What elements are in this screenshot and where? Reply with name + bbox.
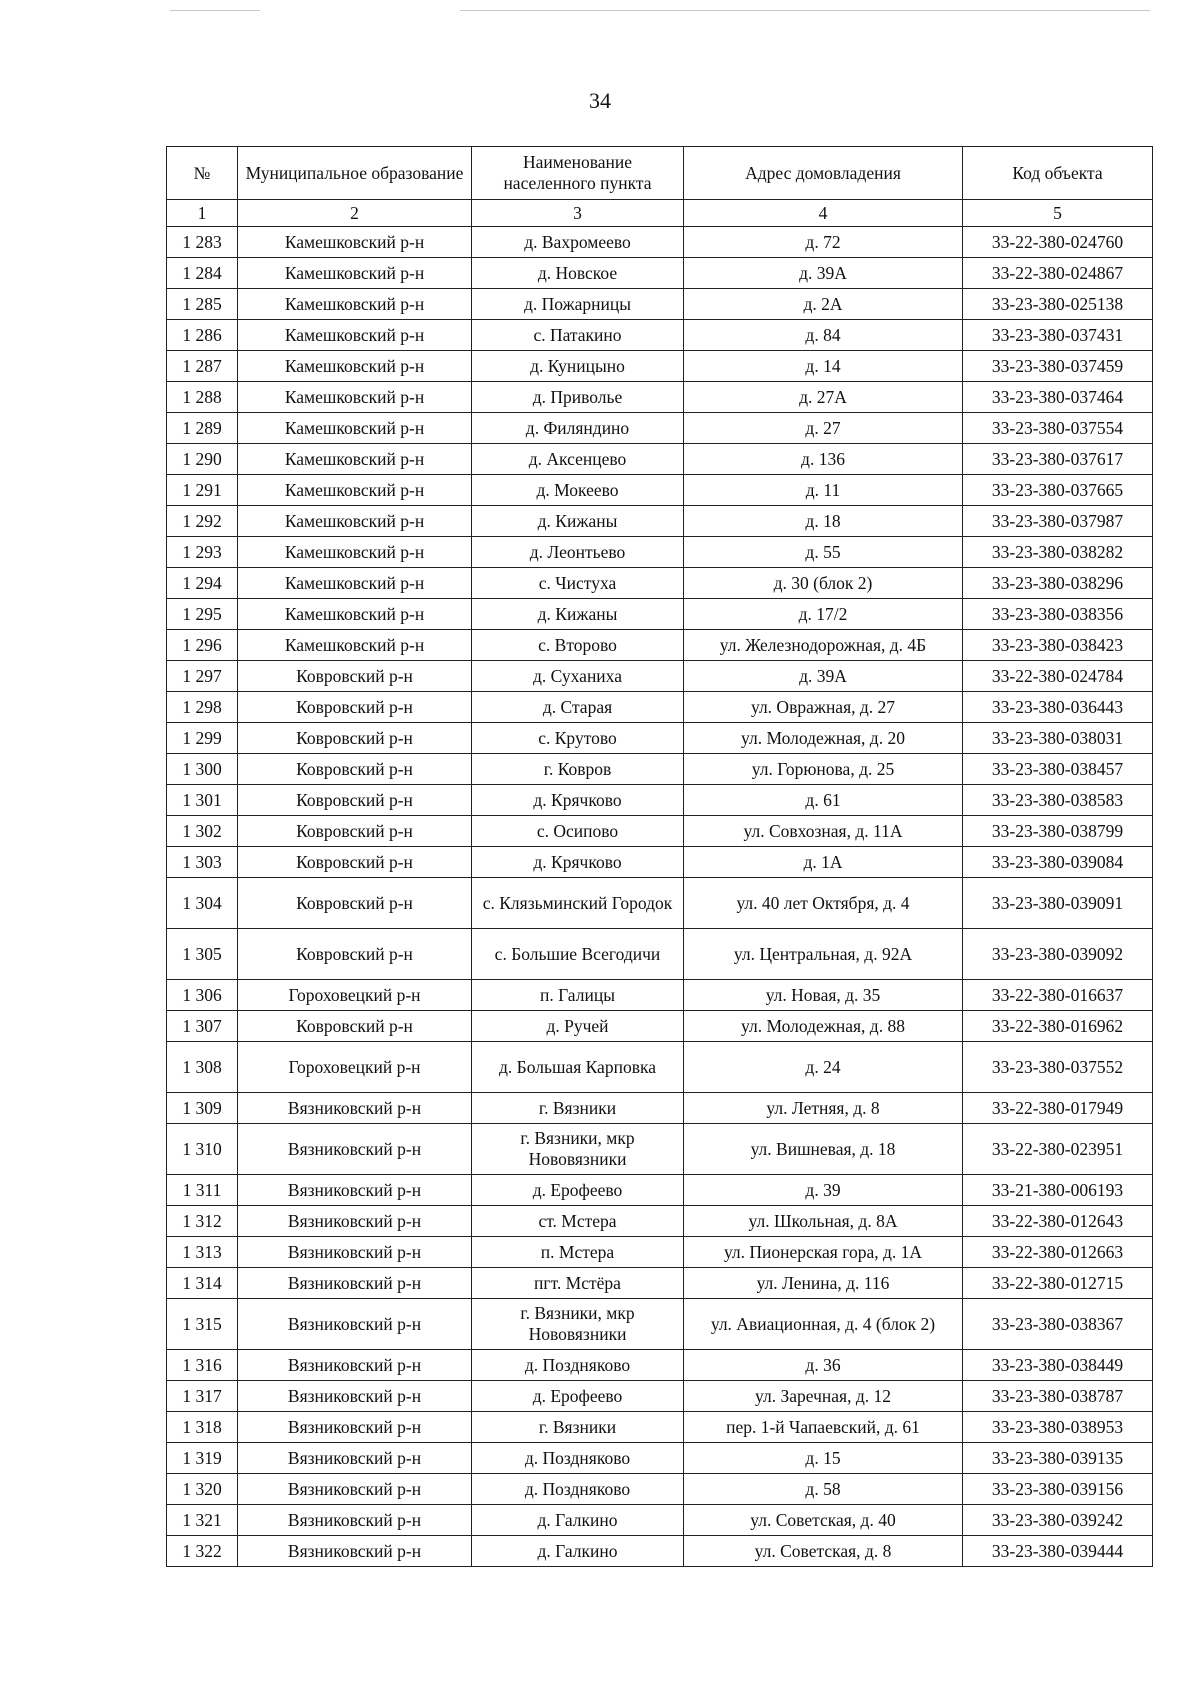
cell-number: 1 292: [167, 506, 238, 537]
cell-municipality: Камешковский р-н: [238, 537, 472, 568]
cell-number: 1 313: [167, 1237, 238, 1268]
cell-municipality: Вязниковский р-н: [238, 1124, 472, 1175]
page-number: 34: [589, 88, 611, 113]
cell-number: 1 297: [167, 661, 238, 692]
cell-object-code: 33-23-380-039091: [963, 878, 1153, 929]
table-row: [167, 847, 1153, 878]
cell-address: д. 58: [684, 1474, 963, 1505]
cell-number: 1 309: [167, 1093, 238, 1124]
cell-municipality: Ковровский р-н: [238, 847, 472, 878]
cell-object-code: 33-23-380-038799: [963, 816, 1153, 847]
cell-municipality: Камешковский р-н: [238, 258, 472, 289]
cell-number: 1 306: [167, 980, 238, 1011]
cell-object-code: 33-23-380-039084: [963, 847, 1153, 878]
cell-number: 1 301: [167, 785, 238, 816]
cell-settlement: д. Леонтьево: [472, 537, 684, 568]
cell-settlement: д. Ерофеево: [472, 1381, 684, 1412]
cell-settlement: с. Клязьминский Городок: [472, 878, 684, 929]
cell-settlement: с. Чистуха: [472, 568, 684, 599]
cell-address: ул. 40 лет Октября, д. 4: [684, 878, 963, 929]
table-row: [167, 289, 1153, 320]
cell-object-code: 33-23-380-037665: [963, 475, 1153, 506]
header-row: [167, 147, 1153, 200]
cell-settlement: д. Галкино: [472, 1536, 684, 1567]
table-row: [167, 599, 1153, 630]
cell-number: 1 283: [167, 227, 238, 258]
cell-municipality: Вязниковский р-н: [238, 1381, 472, 1412]
table-row: [167, 1206, 1153, 1237]
column-number: 5: [963, 200, 1153, 227]
cell-settlement: д. Старая: [472, 692, 684, 723]
table-row: [167, 1350, 1153, 1381]
cell-address: ул. Школьная, д. 8А: [684, 1206, 963, 1237]
cell-municipality: Ковровский р-н: [238, 661, 472, 692]
cell-settlement: г. Ковров: [472, 754, 684, 785]
cell-number: 1 322: [167, 1536, 238, 1567]
cell-address: ул. Железнодорожная, д. 4Б: [684, 630, 963, 661]
table-row: [167, 444, 1153, 475]
cell-municipality: Ковровский р-н: [238, 723, 472, 754]
cell-address: д. 24: [684, 1042, 963, 1093]
registry-table: [166, 146, 1153, 1567]
cell-municipality: Вязниковский р-н: [238, 1268, 472, 1299]
table-row: [167, 227, 1153, 258]
cell-object-code: 33-23-380-038367: [963, 1299, 1153, 1350]
cell-address: пер. 1-й Чапаевский, д. 61: [684, 1412, 963, 1443]
cell-settlement: д. Галкино: [472, 1505, 684, 1536]
cell-municipality: Вязниковский р-н: [238, 1237, 472, 1268]
cell-address: ул. Молодежная, д. 88: [684, 1011, 963, 1042]
cell-object-code: 33-23-380-039156: [963, 1474, 1153, 1505]
table-row: [167, 929, 1153, 980]
cell-object-code: 33-23-380-038583: [963, 785, 1153, 816]
cell-object-code: 33-23-380-039242: [963, 1505, 1153, 1536]
cell-number: 1 314: [167, 1268, 238, 1299]
table-row: [167, 537, 1153, 568]
cell-address: ул. Горюнова, д. 25: [684, 754, 963, 785]
table-row: [167, 413, 1153, 444]
cell-settlement: д. Новское: [472, 258, 684, 289]
header-object-code: Код объекта: [963, 147, 1153, 200]
table-row: [167, 723, 1153, 754]
cell-settlement: п. Галицы: [472, 980, 684, 1011]
header-settlement: Наименование населенного пункта: [472, 147, 684, 200]
cell-municipality: Камешковский р-н: [238, 289, 472, 320]
cell-object-code: 33-22-380-024760: [963, 227, 1153, 258]
column-number: 2: [238, 200, 472, 227]
cell-number: 1 308: [167, 1042, 238, 1093]
table-row: [167, 785, 1153, 816]
cell-municipality: Камешковский р-н: [238, 568, 472, 599]
cell-settlement: д. Приволье: [472, 382, 684, 413]
table-row: [167, 630, 1153, 661]
cell-number: 1 303: [167, 847, 238, 878]
cell-number: 1 320: [167, 1474, 238, 1505]
table-row: [167, 1299, 1153, 1350]
cell-settlement: д. Поздняково: [472, 1474, 684, 1505]
cell-settlement: пгт. Мстёра: [472, 1268, 684, 1299]
cell-number: 1 299: [167, 723, 238, 754]
cell-object-code: 33-23-380-038787: [963, 1381, 1153, 1412]
cell-settlement: д. Крячково: [472, 785, 684, 816]
cell-settlement: с. Осипово: [472, 816, 684, 847]
cell-object-code: 33-22-380-012663: [963, 1237, 1153, 1268]
cell-object-code: 33-23-380-038031: [963, 723, 1153, 754]
cell-settlement: с. Большие Всегодичи: [472, 929, 684, 980]
table-row: [167, 692, 1153, 723]
cell-object-code: 33-23-380-037464: [963, 382, 1153, 413]
cell-settlement: с. Крутово: [472, 723, 684, 754]
cell-municipality: Вязниковский р-н: [238, 1474, 472, 1505]
cell-address: ул. Летняя, д. 8: [684, 1093, 963, 1124]
cell-number: 1 293: [167, 537, 238, 568]
cell-settlement: ст. Мстера: [472, 1206, 684, 1237]
cell-municipality: Вязниковский р-н: [238, 1093, 472, 1124]
column-number: 4: [684, 200, 963, 227]
cell-municipality: Ковровский р-н: [238, 816, 472, 847]
cell-object-code: 33-23-380-038423: [963, 630, 1153, 661]
cell-settlement: д. Ручей: [472, 1011, 684, 1042]
cell-address: д. 84: [684, 320, 963, 351]
cell-municipality: Вязниковский р-н: [238, 1443, 472, 1474]
cell-number: 1 316: [167, 1350, 238, 1381]
cell-object-code: 33-23-380-037459: [963, 351, 1153, 382]
cell-number: 1 319: [167, 1443, 238, 1474]
cell-object-code: 33-23-380-037552: [963, 1042, 1153, 1093]
cell-object-code: 33-23-380-038296: [963, 568, 1153, 599]
cell-object-code: 33-22-380-017949: [963, 1093, 1153, 1124]
cell-municipality: Вязниковский р-н: [238, 1299, 472, 1350]
cell-address: д. 14: [684, 351, 963, 382]
cell-address: д. 136: [684, 444, 963, 475]
cell-settlement: д. Кижаны: [472, 599, 684, 630]
table-row: [167, 1124, 1153, 1175]
cell-number: 1 304: [167, 878, 238, 929]
cell-number: 1 300: [167, 754, 238, 785]
cell-municipality: Ковровский р-н: [238, 1011, 472, 1042]
cell-settlement: п. Мстера: [472, 1237, 684, 1268]
cell-object-code: 33-23-380-039444: [963, 1536, 1153, 1567]
cell-address: ул. Молодежная, д. 20: [684, 723, 963, 754]
cell-object-code: 33-22-380-016962: [963, 1011, 1153, 1042]
cell-municipality: Вязниковский р-н: [238, 1505, 472, 1536]
cell-object-code: 33-22-380-024867: [963, 258, 1153, 289]
header-number: №: [167, 147, 238, 200]
column-number-row: [167, 200, 1153, 227]
cell-number: 1 311: [167, 1175, 238, 1206]
cell-municipality: Гороховецкий р-н: [238, 1042, 472, 1093]
cell-municipality: Ковровский р-н: [238, 929, 472, 980]
cell-address: д. 2А: [684, 289, 963, 320]
cell-municipality: Ковровский р-н: [238, 692, 472, 723]
cell-number: 1 302: [167, 816, 238, 847]
cell-municipality: Ковровский р-н: [238, 878, 472, 929]
cell-object-code: 33-23-380-037987: [963, 506, 1153, 537]
column-number: 3: [472, 200, 684, 227]
cell-settlement: с. Второво: [472, 630, 684, 661]
cell-settlement: с. Патакино: [472, 320, 684, 351]
cell-address: д. 18: [684, 506, 963, 537]
cell-municipality: Камешковский р-н: [238, 506, 472, 537]
cell-number: 1 310: [167, 1124, 238, 1175]
table-row: [167, 258, 1153, 289]
cell-address: д. 30 (блок 2): [684, 568, 963, 599]
cell-settlement: д. Вахромеево: [472, 227, 684, 258]
table-row: [167, 1175, 1153, 1206]
cell-address: ул. Советская, д. 8: [684, 1536, 963, 1567]
cell-number: 1 289: [167, 413, 238, 444]
cell-municipality: Камешковский р-н: [238, 320, 472, 351]
cell-municipality: Вязниковский р-н: [238, 1536, 472, 1567]
table-row: [167, 506, 1153, 537]
cell-municipality: Камешковский р-н: [238, 630, 472, 661]
cell-municipality: Камешковский р-н: [238, 475, 472, 506]
cell-number: 1 286: [167, 320, 238, 351]
cell-municipality: Камешковский р-н: [238, 227, 472, 258]
top-rule-right: [460, 10, 1150, 11]
cell-municipality: Камешковский р-н: [238, 413, 472, 444]
cell-address: ул. Совхозная, д. 11А: [684, 816, 963, 847]
cell-address: ул. Советская, д. 40: [684, 1505, 963, 1536]
top-rule-left: [170, 10, 260, 11]
table-body: [167, 227, 1153, 1567]
cell-number: 1 287: [167, 351, 238, 382]
cell-settlement: д. Поздняково: [472, 1443, 684, 1474]
header-address: Адрес домовладения: [684, 147, 963, 200]
cell-number: 1 305: [167, 929, 238, 980]
cell-number: 1 296: [167, 630, 238, 661]
cell-object-code: 33-23-380-037554: [963, 413, 1153, 444]
table-row: [167, 1268, 1153, 1299]
cell-address: д. 36: [684, 1350, 963, 1381]
cell-object-code: 33-23-380-038457: [963, 754, 1153, 785]
cell-municipality: Вязниковский р-н: [238, 1412, 472, 1443]
cell-settlement: д. Суханиха: [472, 661, 684, 692]
cell-object-code: 33-23-380-039092: [963, 929, 1153, 980]
cell-object-code: 33-23-380-039135: [963, 1443, 1153, 1474]
table-row: [167, 320, 1153, 351]
cell-object-code: 33-23-380-037431: [963, 320, 1153, 351]
cell-address: д. 27А: [684, 382, 963, 413]
table-row: [167, 1042, 1153, 1093]
cell-object-code: 33-23-380-036443: [963, 692, 1153, 723]
table-row: [167, 1474, 1153, 1505]
cell-settlement: д. Аксенцево: [472, 444, 684, 475]
cell-number: 1 290: [167, 444, 238, 475]
cell-municipality: Гороховецкий р-н: [238, 980, 472, 1011]
cell-object-code: 33-22-380-012715: [963, 1268, 1153, 1299]
table-row: [167, 382, 1153, 413]
cell-address: д. 39А: [684, 258, 963, 289]
cell-address: ул. Заречная, д. 12: [684, 1381, 963, 1412]
cell-number: 1 317: [167, 1381, 238, 1412]
cell-settlement: д. Мокеево: [472, 475, 684, 506]
table-row: [167, 475, 1153, 506]
table-row: [167, 1443, 1153, 1474]
cell-object-code: 33-22-380-016637: [963, 980, 1153, 1011]
cell-address: ул. Новая, д. 35: [684, 980, 963, 1011]
cell-address: д. 27: [684, 413, 963, 444]
cell-municipality: Вязниковский р-н: [238, 1206, 472, 1237]
cell-municipality: Ковровский р-н: [238, 754, 472, 785]
cell-settlement: д. Ерофеево: [472, 1175, 684, 1206]
cell-address: д. 39: [684, 1175, 963, 1206]
cell-settlement: г. Вязники, мкр Нововязники: [472, 1299, 684, 1350]
cell-municipality: Камешковский р-н: [238, 382, 472, 413]
table-row: [167, 568, 1153, 599]
cell-object-code: 33-23-380-038282: [963, 537, 1153, 568]
cell-number: 1 315: [167, 1299, 238, 1350]
cell-municipality: Вязниковский р-н: [238, 1175, 472, 1206]
cell-address: д. 17/2: [684, 599, 963, 630]
cell-address: д. 39А: [684, 661, 963, 692]
cell-number: 1 312: [167, 1206, 238, 1237]
table-row: [167, 1536, 1153, 1567]
cell-object-code: 33-23-380-038953: [963, 1412, 1153, 1443]
table-row: [167, 1011, 1153, 1042]
cell-object-code: 33-23-380-038449: [963, 1350, 1153, 1381]
cell-address: д. 55: [684, 537, 963, 568]
cell-address: д. 61: [684, 785, 963, 816]
cell-settlement: д. Пожарницы: [472, 289, 684, 320]
cell-settlement: д. Крячково: [472, 847, 684, 878]
cell-object-code: 33-23-380-037617: [963, 444, 1153, 475]
cell-settlement: д. Кижаны: [472, 506, 684, 537]
cell-number: 1 288: [167, 382, 238, 413]
table-row: [167, 1093, 1153, 1124]
cell-object-code: 33-23-380-025138: [963, 289, 1153, 320]
cell-address: ул. Пионерская гора, д. 1А: [684, 1237, 963, 1268]
column-number: 1: [167, 200, 238, 227]
cell-address: д. 1А: [684, 847, 963, 878]
table-row: [167, 661, 1153, 692]
table-row: [167, 1412, 1153, 1443]
cell-municipality: Камешковский р-н: [238, 351, 472, 382]
cell-number: 1 294: [167, 568, 238, 599]
cell-number: 1 285: [167, 289, 238, 320]
table-row: [167, 1237, 1153, 1268]
cell-number: 1 321: [167, 1505, 238, 1536]
cell-settlement: д. Филяндино: [472, 413, 684, 444]
cell-settlement: г. Вязники: [472, 1093, 684, 1124]
cell-settlement: г. Вязники, мкр Нововязники: [472, 1124, 684, 1175]
cell-number: 1 284: [167, 258, 238, 289]
cell-object-code: 33-21-380-006193: [963, 1175, 1153, 1206]
cell-municipality: Камешковский р-н: [238, 599, 472, 630]
table-row: [167, 816, 1153, 847]
cell-settlement: г. Вязники: [472, 1412, 684, 1443]
cell-address: ул. Овражная, д. 27: [684, 692, 963, 723]
cell-municipality: Ковровский р-н: [238, 785, 472, 816]
table-row: [167, 351, 1153, 382]
cell-object-code: 33-22-380-023951: [963, 1124, 1153, 1175]
cell-address: д. 11: [684, 475, 963, 506]
table-row: [167, 878, 1153, 929]
cell-address: ул. Центральная, д. 92А: [684, 929, 963, 980]
cell-number: 1 298: [167, 692, 238, 723]
cell-address: ул. Вишневая, д. 18: [684, 1124, 963, 1175]
cell-municipality: Вязниковский р-н: [238, 1350, 472, 1381]
table-row: [167, 1381, 1153, 1412]
header-municipality: Муниципальное образование: [238, 147, 472, 200]
cell-number: 1 318: [167, 1412, 238, 1443]
cell-object-code: 33-22-380-024784: [963, 661, 1153, 692]
cell-municipality: Камешковский р-н: [238, 444, 472, 475]
cell-address: ул. Ленина, д. 116: [684, 1268, 963, 1299]
cell-settlement: д. Поздняково: [472, 1350, 684, 1381]
cell-address: д. 15: [684, 1443, 963, 1474]
table-row: [167, 754, 1153, 785]
cell-number: 1 291: [167, 475, 238, 506]
cell-object-code: 33-22-380-012643: [963, 1206, 1153, 1237]
cell-number: 1 307: [167, 1011, 238, 1042]
table-row: [167, 1505, 1153, 1536]
cell-number: 1 295: [167, 599, 238, 630]
cell-address: д. 72: [684, 227, 963, 258]
cell-settlement: д. Большая Карповка: [472, 1042, 684, 1093]
cell-settlement: д. Куницыно: [472, 351, 684, 382]
cell-address: ул. Авиационная, д. 4 (блок 2): [684, 1299, 963, 1350]
table-row: [167, 980, 1153, 1011]
cell-object-code: 33-23-380-038356: [963, 599, 1153, 630]
